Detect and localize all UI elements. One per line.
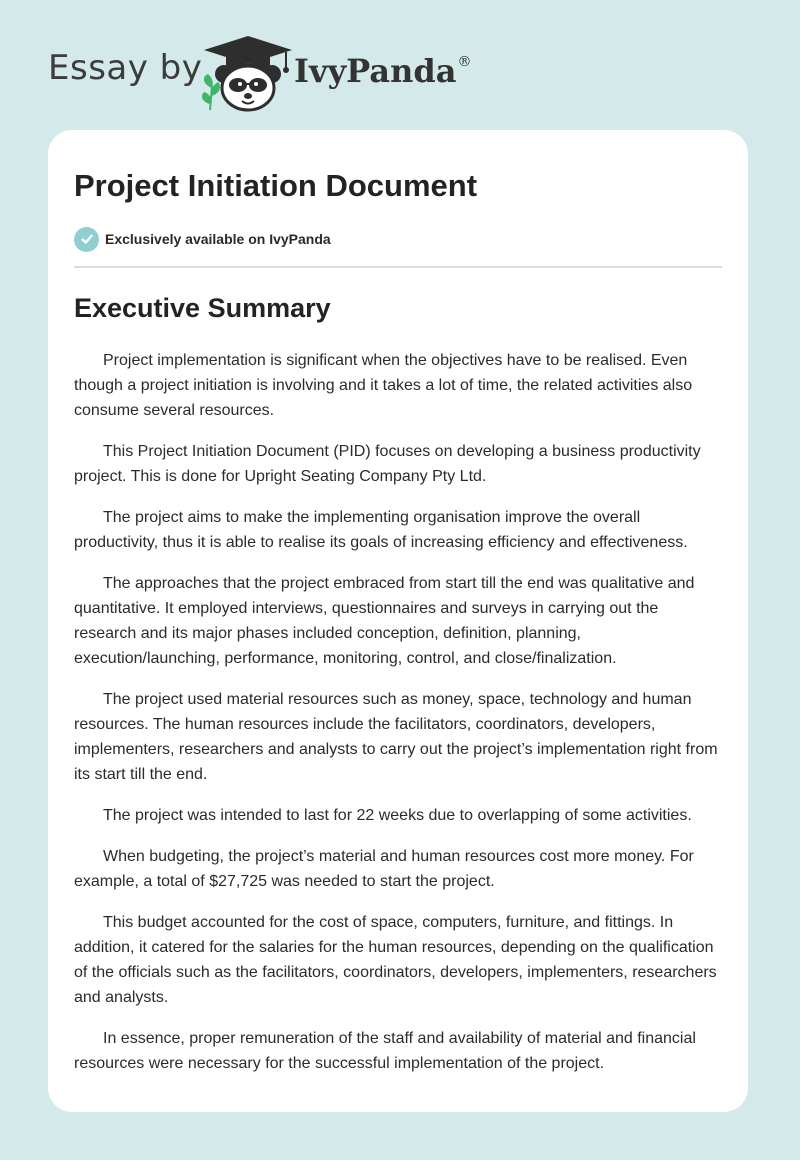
panda-logo-icon[interactable] (200, 34, 296, 112)
paragraph: The approaches that the project embraced from start till the end was qualitative and quantitative. It employed interviews, questionnaires and surveys in carrying out the research and its major phases included conception, definition, planning, execution/launching, performance, monitoring, control, and close/finalization. (74, 575, 695, 667)
title-divider (74, 266, 722, 268)
paragraph: This budget accounted for the cost of space, computers, furniture, and fittings. In addition, it catered for the salaries for the human resources, depending on the qualification of the officials such as the facilitators, coordinators, developers, implementers, researchers and analysts. (74, 914, 717, 1006)
paragraph: In essence, proper remuneration of the staff and availability of material and financial resources were necessary for the successful implementation of the project. (74, 1030, 696, 1072)
document-card (48, 130, 748, 1112)
brand-name[interactable] (294, 52, 471, 90)
section-heading: Executive Summary (74, 293, 331, 323)
registered-mark: ® (457, 54, 472, 71)
site-header (48, 30, 508, 110)
paragraph: This Project Initiation Document (PID) focuses on developing a business productivity project. This is done for Upright Seating Company Pty Ltd. (74, 443, 701, 485)
essay-body (74, 348, 722, 1076)
brand-text: IvyPanda (294, 52, 457, 90)
page-title: Project Initiation Document (74, 168, 478, 203)
paragraph: The project was intended to last for 22 weeks due to overlapping of some activities. (103, 807, 692, 824)
paragraph: The project used material resources such as money, space, technology and human resources. The human resources include the facilitators, coordinators, developers, implementers, researchers and analysts to carry out the project’s implementation right from its start till the end. (74, 691, 718, 783)
exclusive-label: Exclusively available on IvyPanda (105, 231, 331, 247)
paragraph: The project aims to make the implementing organisation improve the overall productivity, thus it is able to realise its goals of increasing efficiency and effectiveness. (74, 509, 688, 551)
exclusive-badge-row (74, 226, 722, 252)
essay-by-label: Essay by (48, 48, 203, 88)
check-icon (74, 227, 99, 252)
paragraph: Project implementation is significant when the objectives have to be realised. Even though a project initiation is involving and it takes a lot of time, the related activities also consume several resources. (74, 352, 693, 419)
paragraph: When budgeting, the project’s material and human resources cost more money. For example, a total of $27,725 was needed to start the project. (74, 848, 694, 890)
